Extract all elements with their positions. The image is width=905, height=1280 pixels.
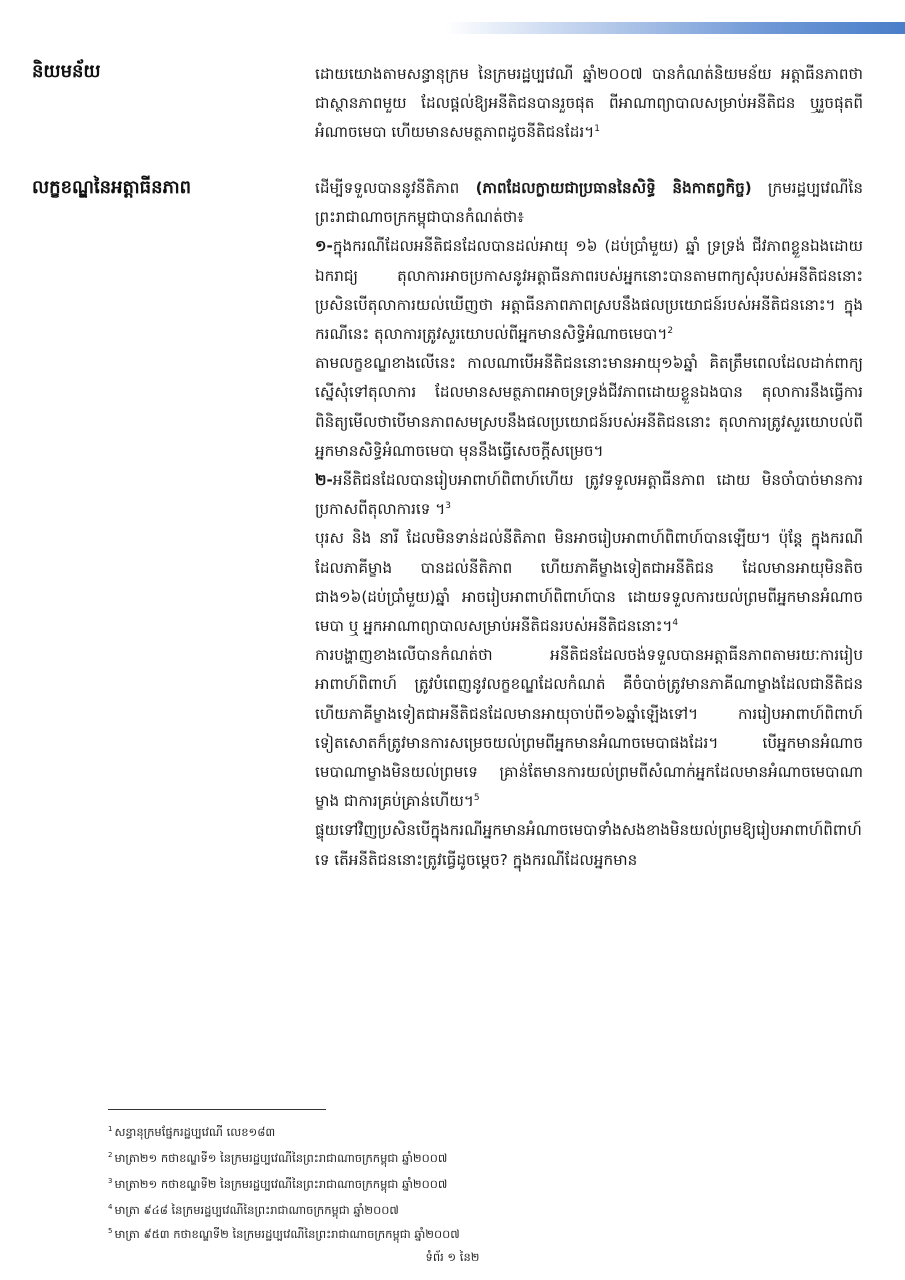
footnote-number: 4 (108, 1203, 113, 1212)
item-2-number: ២- (315, 471, 333, 490)
intro-text-a: ដើម្បីទទួលបាននូវនីតិភាព (315, 179, 476, 197)
paragraph-4: ផ្ទុយទៅវិញប្រសិនបើក្នុងករណីអ្នកមានអំណាចមេបាទាំងសងខាងមិនយល់ព្រមឱ្យរៀបអាពាហ៍ពិពាហ៍ទេ តើអនីតិជននោះត្រូវធ្វើដូចម្តេច? ក្នុងករណីដែលអ្នកមាន (315, 821, 862, 869)
footnote-number: 5 (108, 1227, 113, 1236)
footnote-number: 2 (108, 1151, 113, 1160)
footnote-3 (108, 1172, 447, 1196)
footnote-text: សន្ធានុក្រមផ្នែករដ្ឋប្បវេណី លេខ១៨៣ (114, 1125, 276, 1139)
footnote-number: 3 (108, 1177, 113, 1186)
paragraph-1: តាមលក្ខខណ្ឌខាងលើនេះ កាលណាបើអនីតិជននោះមានអាយុ១៦ឆ្នាំ គិតត្រឹមពេលដែលដាក់ពាក្យស្នើសុំទៅតុលាការ ដែលមានសមត្ថភាពអាចទ្រទ្រង់ជីវភាពដោយខ្លួនឯងបាន តុលាការនឹងធ្វើការពិនិត្យមើលថាបើមានភាពសមស្របនឹងផលប្រយោជន៍របស់អនីតិជននោះ តុលាការត្រូវសួរយោបល់ពីអ្នកមានសិទ្ធិអំណាចមេបា មុននឹងធ្វើសេចក្តីសម្រេច។ (315, 354, 863, 460)
characteristics-body (315, 174, 863, 875)
definition-text: ដោយយោងតាមសន្ធានុក្រម នៃក្រមរដ្ឋប្បវេណី ឆ្នាំ២០០៧ បានកំណត់និយមន័យ អត្តាធីនភាពថា ជាស្ថានភាពមួយ ដែលផ្តល់ឱ្យអនីតិជនបានរួចផុត ពីអាណាព្យាបាលសម្រាប់អនីតិជន ឬរួចផុតពីអំណាចមេបា ហើយមានសមត្ថភាពដូចនីតិជនដែរ។ (315, 65, 863, 141)
footnote-4 (108, 1198, 399, 1222)
footnote-1 (108, 1120, 275, 1144)
footnote-ref-4: 4 (672, 617, 679, 628)
footnote-5 (108, 1222, 460, 1246)
footnote-ref-3: 3 (445, 501, 451, 512)
footnote-number: 1 (108, 1125, 113, 1134)
item-1-text: ក្នុងករណីដែលអនីតិជនដែលបានដល់អាយុ ១៦ (ដប់ប្រាំមួយ) ឆ្នាំ ទ្រទ្រង់ ជីវភាពខ្លួនឯងដោយឯករាជ្យ តុលាការអាចប្រកាសនូវអត្តាធីនភាពរបស់អ្នកនោះបានតាមពាក្យសុំរបស់អនីតិជននោះ ប្រសិនបើតុលាការយល់ឃើញថា អត្តាធីនភាពភាពស្របនឹងផលប្រយោជន៍របស់អនីតិជននោះ។ ក្នុងករណីនេះ តុលាការត្រូវសួរយោបល់ពីអ្នកមានសិទ្ធិអំណាចមេបា។ (315, 237, 863, 344)
paragraph-3 (315, 641, 863, 816)
footnote-2 (108, 1146, 447, 1170)
footnote-divider (108, 1109, 326, 1110)
intro-paragraph (315, 174, 863, 232)
term-definition: និយមន័យ (32, 61, 101, 82)
item-1-number: ១- (315, 237, 333, 256)
footnote-text: មាត្រា២១ កថាខណ្ឌទី១ នៃក្រមរដ្ឋប្បវេណីនៃព្រះរាជាណាចក្រកម្ពុជា ឆ្នាំ២០០៧ (114, 1151, 448, 1165)
footnote-text: មាត្រា២១ កថាខណ្ឌទី២ នៃក្រមរដ្ឋប្បវេណីនៃព្រះរាជាណាចក្រកម្ពុជា ឆ្នាំ២០០៧ (114, 1177, 448, 1191)
item-2-text: អនីតិជនដែលបានរៀបអាពាហ៍ពិពាហ៍ហើយ ត្រូវទទួលអត្តាធីនភាព ដោយ មិនចាំបាច់មានការប្រកាសពីតុលាការទេ ។ (315, 471, 863, 519)
footnote-ref-2: 2 (667, 325, 674, 336)
intro-bold-text: (ភាពដែលក្លាយជាប្រធាននៃសិទ្ធិ និងកាតព្វកិច្ច) (475, 179, 752, 197)
item-2 (315, 466, 863, 524)
footnote-text: មាត្រា ៩៤៨ នៃក្រមរដ្ឋប្បវេណីនៃព្រះរាជាណាចក្រកម្ពុជា ឆ្នាំ២០០៧ (114, 1203, 399, 1217)
paragraph-3-text: ការបង្ហាញខាងលើបានកំណត់ថា អនីតិជនដែលចង់ទទួលបានអត្តាធីនភាពតាមរយៈការរៀបអាពាហ៍ពិពាហ៍ ត្រូវបំពេញនូវលក្ខខណ្ឌដែលកំណត់ គឺចំបាច់ត្រូវមានភាគីណាម្ខាងដែលជានីតិជន ហើយភាគីម្ខាងទៀតជាអនីតិជនដែលមានអាយុចាប់ពី១៦ឆ្នាំឡើងទៅ។ ការរៀបអាពាហ៍ពិពាហ៍ទៀតសោតក៏ត្រូវមានការសម្រេចយល់ព្រមពីអ្នកមានអំណាចមេបាផងដែរ។ បើអ្នកមានអំណាចមេបាណាម្ខាងមិនយល់ព្រមទេ គ្រាន់តែមានការយល់ព្រមពីសំណាក់អ្នកដែលមានអំណាចមេបាណាម្ខាង ជាការគ្រប់គ្រាន់ហើយ។ (315, 646, 863, 811)
footnote-ref-5: 5 (473, 793, 480, 804)
footnote-ref-1: 1 (594, 123, 600, 134)
paragraph-2 (315, 524, 863, 641)
paragraph-2-text: បុរស និង នារី ដែលមិនទាន់ដល់នីតិភាព មិនអាចរៀបអាពាហ៍ពិពាហ៍បានឡើយ។ ប៉ុន្តែ ក្នុងករណីដែលភាគីម្ខាង បានដល់នីតិភាព ហើយភាគីម្ខាងទៀតជាអនីតិជន ដែលមានអាយុមិនតិចជាង១៦(ដប់ប្រាំមួយ)ឆ្នាំ អាចរៀបអាពាហ៍ពិពាហ៍បាន ដោយទទួលការយល់ព្រមពីអ្នកមានអំណាចមេបា ឬ អ្នកអាណាព្យាបាលសម្រាប់អនីតិជនរបស់អនីតិជននោះ។ (315, 529, 863, 636)
header-accent-bar (445, 22, 905, 34)
definition-body (315, 60, 863, 147)
footnote-text: មាត្រា ៩៥៣ កថាខណ្ឌទី២ នៃក្រមរដ្ឋប្បវេណីនៃព្រះរាជាណាចក្រកម្ពុជា ឆ្នាំ២០០៧ (114, 1227, 460, 1241)
intro-text-b: ក្រមរដ្ឋប្បវេណីនៃព្រះរាជាណាចក្រកម្ពុជាបានកំណត់ថា៖ (315, 179, 863, 227)
item-1 (315, 232, 863, 349)
page-number: ទំព័រ ១ នៃ២ (425, 1250, 480, 1264)
term-characteristics: លក្ខខណ្ឌនៃអត្តាធីនភាព (32, 177, 192, 198)
